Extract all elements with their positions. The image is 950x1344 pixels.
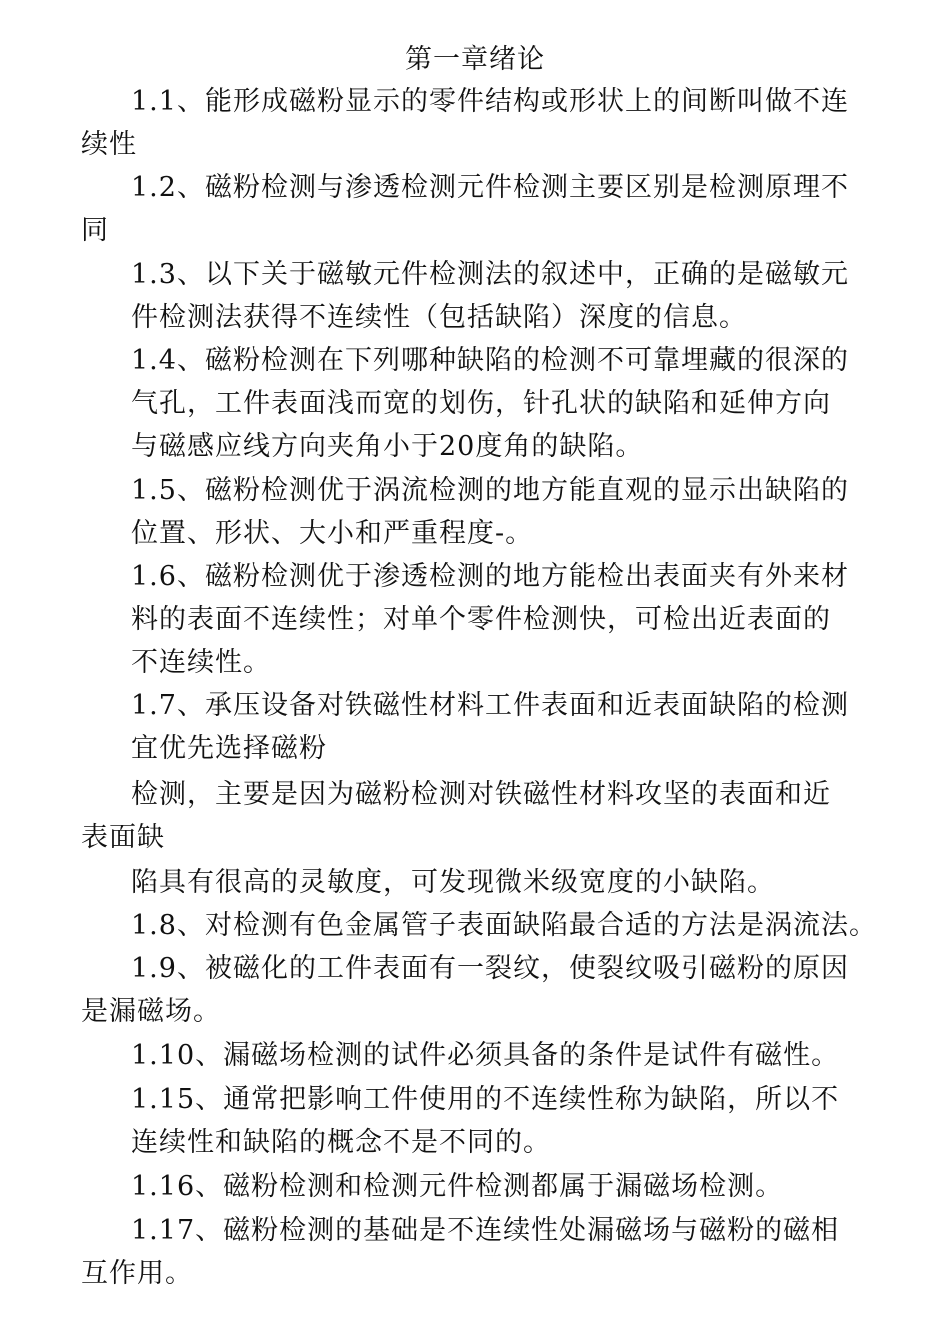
text-line: 检测，主要是因为磁粉检测对铁磁性材料攻坚的表面和近 bbox=[131, 779, 831, 810]
text-line: 不连续性。 bbox=[131, 647, 271, 678]
text-line: 气孔，工件表面浅而宽的划伤，针孔状的缺陷和延伸方向 bbox=[131, 388, 831, 419]
text-line: 互作用。 bbox=[81, 1258, 193, 1289]
text-line: 1.5、磁粉检测优于涡流检测的地方能直观的显示出缺陷的 bbox=[131, 475, 849, 506]
text-line: 位置、形状、大小和严重程度-。 bbox=[131, 518, 534, 549]
text-line: 1.15、通常把影响工件使用的不连续性称为缺陷，所以不 bbox=[131, 1084, 840, 1115]
text-line: 1.7、承压设备对铁磁性材料工件表面和近表面缺陷的检测 bbox=[131, 690, 849, 721]
text-line: 与磁感应线方向夹角小于20度角的缺陷。 bbox=[131, 431, 644, 462]
text-line: 1.8、对检测有色金属管子表面缺陷最合适的方法是涡流法。 bbox=[131, 910, 877, 941]
text-line: 1.2、磁粉检测与渗透检测元件检测主要区别是检测原理不 bbox=[131, 172, 849, 203]
text-line: 1.10、漏磁场检测的试件必须具备的条件是试件有磁性。 bbox=[131, 1040, 840, 1071]
text-line: 是漏磁场。 bbox=[81, 996, 221, 1027]
text-line: 1.9、被磁化的工件表面有一裂纹，使裂纹吸引磁粉的原因 bbox=[131, 953, 849, 984]
text-line: 续性 bbox=[81, 129, 137, 160]
text-line: 1.6、磁粉检测优于渗透检测的地方能检出表面夹有外来材 bbox=[131, 561, 849, 592]
text-line: 料的表面不连续性；对单个零件检测快，可检出近表面的 bbox=[131, 604, 831, 635]
text-line: 表面缺 bbox=[81, 822, 165, 853]
text-line: 1.16、磁粉检测和检测元件检测都属于漏磁场检测。 bbox=[131, 1171, 784, 1202]
text-line: 同 bbox=[81, 215, 109, 246]
text-line: 宜优先选择磁粉 bbox=[131, 733, 327, 764]
text-line: 1.17、磁粉检测的基础是不连续性处漏磁场与磁粉的磁相 bbox=[131, 1215, 840, 1246]
chapter-title: 第一章绪论 bbox=[405, 44, 545, 75]
text-line: 1.4、磁粉检测在下列哪种缺陷的检测不可靠埋藏的很深的 bbox=[131, 345, 849, 376]
text-line: 1.3、以下关于磁敏元件检测法的叙述中，正确的是磁敏元 bbox=[131, 259, 849, 290]
text-line: 连续性和缺陷的概念不是不同的。 bbox=[131, 1127, 551, 1158]
text-line: 陷具有很高的灵敏度，可发现微米级宽度的小缺陷。 bbox=[131, 867, 775, 898]
text-line: 1.1、能形成磁粉显示的零件结构或形状上的间断叫做不连 bbox=[131, 86, 849, 117]
text-line: 件检测法获得不连续性（包括缺陷）深度的信息。 bbox=[131, 302, 747, 333]
